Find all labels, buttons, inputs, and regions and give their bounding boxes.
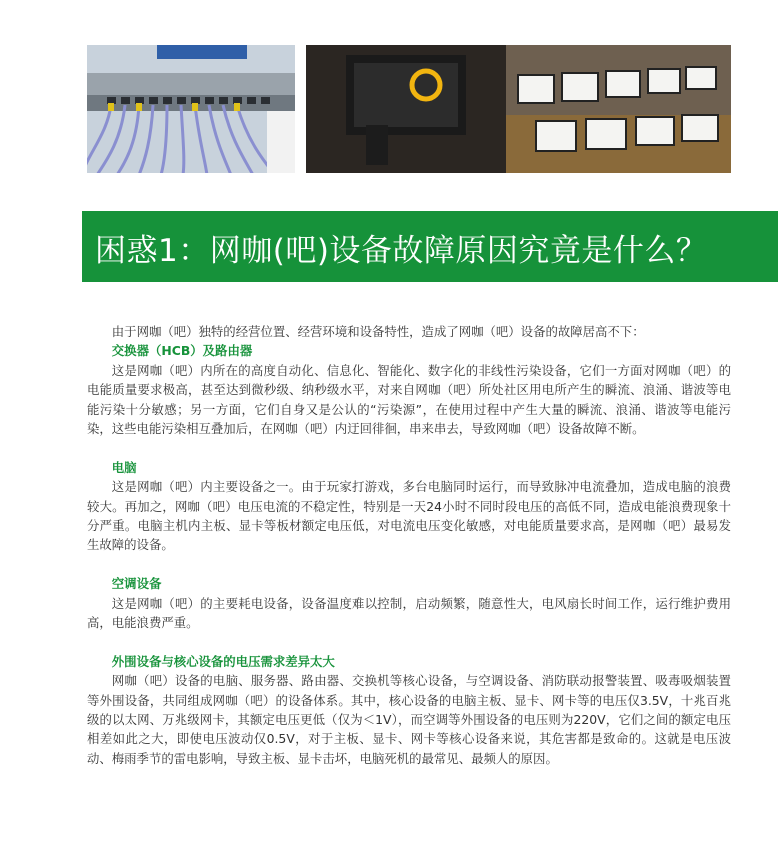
network-switch-photo [87, 45, 295, 173]
spacer [87, 555, 731, 574]
article-body [87, 322, 731, 768]
page-title: 困惑1：网咖(吧)设备故障原因究竟是什么？ [95, 233, 708, 269]
section-body-voltage: 网咖（吧）设备的电脑、服务器、路由器、交换机等核心设备，与空调设备、消防联动报警装置、吸毒吸烟装置等外围设备，共同组成网咖（吧）的设备体系。其中，核心设备的电脑主板、显卡、网卡等的电压仅3.5V，十兆百兆级的以太网、万兆级网卡，其额定电压更低（仅为＜1V），而空调等外围设备的电压则为220V，它们之间的额定电压相差如此之大，即使电压波动仅0.5V，对于主板、显卡、网卡等核心设备来说，其危害都是致命的。这就是电压波动、梅雨季节的雷电影响，导致主板、显卡击坏，电脑死机的最常见、最频人的原因。 [87, 673, 731, 766]
section-heading-aircon: 空调设备 [111, 576, 162, 592]
spacer [87, 632, 731, 651]
section-heading-switch: 交换器（HCB）及路由器 [111, 343, 253, 359]
section-body-computer: 这是网咖（吧）内主要设备之一。由于玩家打游戏，多台电脑同时运行，而导致脉冲电流叠加，造成电脑的浪费较大。再加之，网咖（吧）电压电流的不稳定性，特别是一天24小时不同时段电压的高低不同，造成电能浪费现象十分严重。电脑主机内主板、显卡等板材额定电压低，对电流电压变化敏感，对电能质量要求高，是网咖（吧）最易发生故障的设备。 [87, 479, 731, 553]
spacer [87, 438, 731, 457]
intro-paragraph: 由于网咖（吧）独特的经营位置、经营环境和设备特性，造成了网咖（吧）设备的故障居高不下： [111, 324, 645, 339]
section-heading-voltage: 外围设备与核心设备的电压需求差异太大 [111, 653, 335, 669]
section-body-switch: 这是网咖（吧）内所在的高度自动化、信息化、智能化、数字化的非线性污染设备，它们一方面对网咖（吧）的电能质量要求极高，甚至达到微秒级、纳秒级水平，对来自网咖（吧）所处社区用电所产生的瞬流、浪涌、谐波等电能污染十分敏感；另一方面，它们自身又是公认的“污染源”，在使用过程中产生大量的瞬流、浪涌、谐波等电能污染，这些电能污染相互叠加后，在网咖（吧）内迂回徘徊，串来串去，导致网咖（吧）设备故障不断。 [87, 362, 731, 437]
internet-cafe-illustration [306, 45, 731, 173]
section-heading-computer: 电脑 [111, 459, 137, 475]
network-switch-illustration [87, 45, 295, 173]
section-body-aircon: 这是网咖（吧）的主要耗电设备，设备温度难以控制，启动频繁，随意性大，电风扇长时间工作，运行维护费用高，电能浪费严重。 [87, 595, 731, 631]
internet-cafe-photo [306, 45, 731, 173]
title-banner [82, 211, 778, 282]
